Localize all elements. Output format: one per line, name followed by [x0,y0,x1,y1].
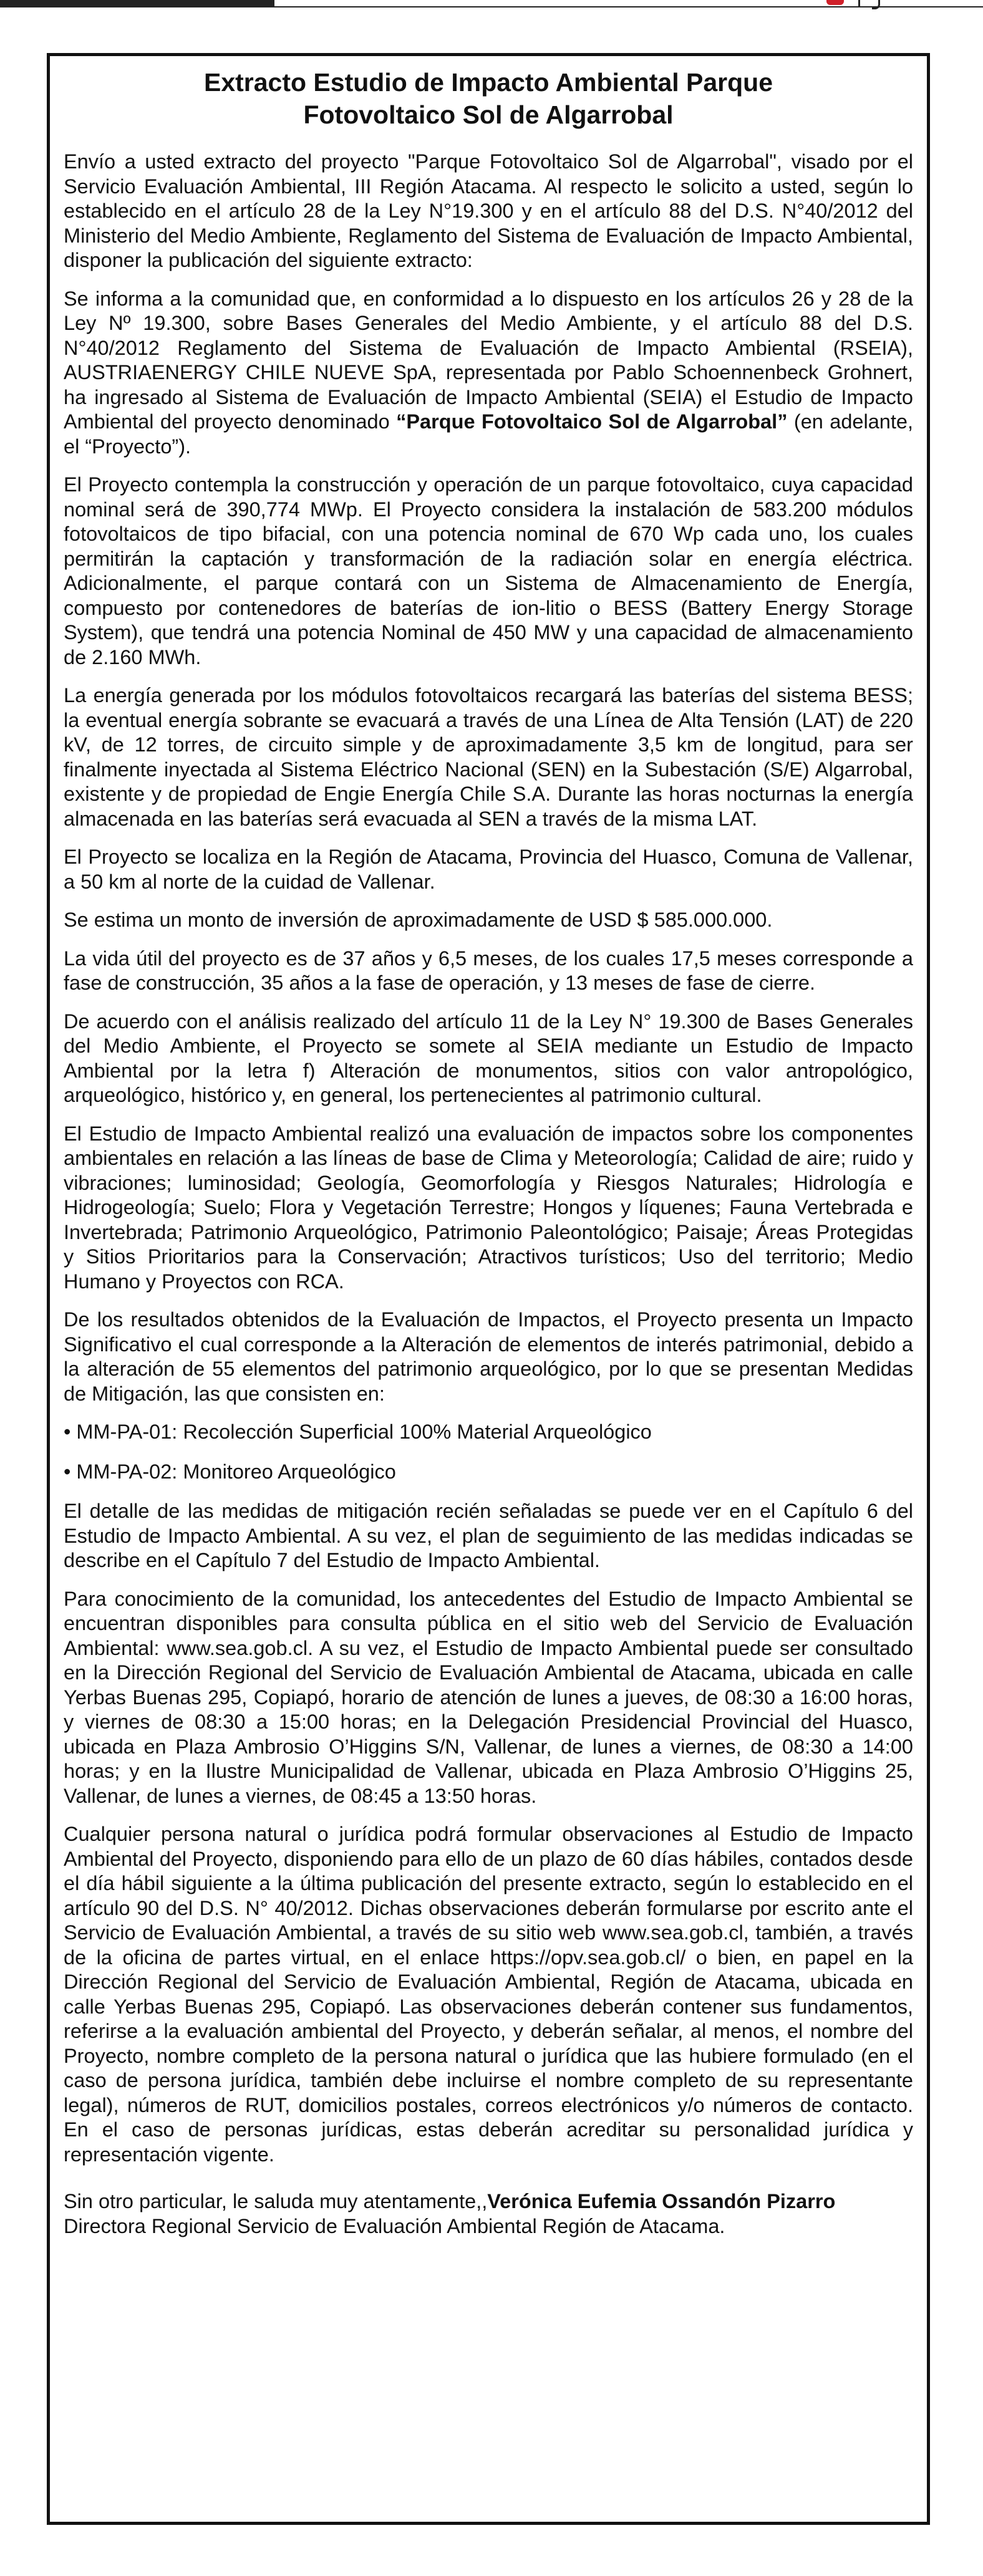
paragraph-community-notice-tail: (en adelante, el “Proyecto”). [64,410,914,458]
paragraph-mitigation-detail: El detalle de las medidas de mitigación recién señaladas se puede ver en el Capítulo 6 del Estudio de Impacto Ambiental. A su vez, el plan de seguimiento de las medidas indicadas se describe en el Capítulo 7 del Estudio de Impacto Ambiental. [64,1500,913,1571]
header-glyph [872,0,880,9]
paragraph-public-consultation: Para conocimiento de la comunidad, los antecedentes del Estudio de Impacto Ambiental se encuentran disponibles para consulta pública en el sitio web del Servicio de Evaluación Ambiental: www.sea.gob.cl. A su vez, el Estudio de Impacto Ambiental puede ser consultado en la Dirección Regional del Servicio de Evaluación Ambiental de Atacama, ubicada en calle Yerbas Buenas 295, Copiapó, horario de atención de lunes a jueves, de 08:30 a 16:00 horas, y viernes de 08:30 a 15:00 horas; en la Delegación Presidencial Provincial del Huasco, ubicada en Plaza Ambrosio O’Higgins S/N, Vallenar, de lunes a viernes, de 08:30 a 14:00 horas; y en la Ilustre Municipalidad de Vallenar, ubicada en Plaza Ambrosio O’Higgins 25, Vallenar, de lunes a viernes, de 08:45 a 13:50 horas. [64,1587,913,1807]
notice-frame [47,53,930,2525]
top-header-strip [0,0,983,9]
closing-text: Sin otro particular, le saluda muy atentamente,, [64,2190,488,2212]
notice-content [64,66,913,2252]
signer-title: Directora Regional Servicio de Evaluación Ambiental Región de Atacama. [64,2214,725,2237]
header-separator [858,0,860,7]
paragraph-legal-basis: De acuerdo con el análisis realizado del artículo 11 de la Ley N° 19.300 de Bases Generales del Medio Ambiente, el Proyecto se somete al SEIA mediante un Estudio de Impacto Ambiental por la letra f) Alteración de monumentos, sitios con valor antropológico, arqueológico, histórico y, en general, los pertenecientes al patrimonio cultural. [64,1010,913,1106]
paragraph-energy-evacuation: La energía generada por los módulos fotovoltaicos recargará las baterías del sistema BESS; la eventual energía sobrante se evacuará a través de una Línea de Alta Tensión (LAT) de 220 kV, de 12 torres, de circuito simple y de aproximadamente 3,5 km de longitud, para ser finalmente inyectada al Sistema Eléctrico Nacional (SEN) en la Subestación (S/E) Algarrobal, existente y de propiedad de Engie Energía Chile S.A. Durante las horas nocturnas la energía almacenada en las baterías será evacuada al SEN a través de la misma LAT. [64,684,913,830]
paragraph-results: De los resultados obtenidos de la Evaluación de Impactos, el Proyecto presenta un Impacto Significativo el cual corresponde a la Alteración de elementos de interés patrimonial, debido a la alteración de 55 elementos del patrimonio arqueológico, por lo que se presentan Medidas de Mitigación, las que consisten en: [64,1308,913,1405]
notice-title [64,66,913,131]
signer-name: Verónica Eufemia Ossandón Pizarro [487,2190,836,2212]
paragraph-impact-evaluation: El Estudio de Impacto Ambiental realizó una evaluación de impactos sobre los componentes ambientales en relación a las líneas de base de Clima y Meteorología; Calidad de aire; ruido y vibraciones; luminosidad; Geología, Geomorfología y Riesgos Naturales; Hidrología e Hidrogeología; Suelo; Flora y Vegetación Terrestre; Hongos y líquenes; Fauna Vertebrada e Invertebrada; Patrimonio Arqueológico, Patrimonio Paleontológico; Paisaje; Áreas Protegidas y Sitios Prioritarios para la Conservación; Atractivos turísticos; Uso del territorio; Medio Humano y Proyectos con RCA. [64,1122,913,1293]
notice-title-line-1: Extracto Estudio de Impacto Ambiental Parque [203,68,773,97]
list-item-mitigation-2: • MM-PA-02: Monitoreo Arqueológico [64,1460,396,1483]
paragraph-community-notice-text: Se informa a la comunidad que, en conformidad a lo dispuesto en los artículos 26 y 28 de la Ley Nº 19.300, sobre Bases Generales del Medio Ambiente, y el artículo 88 del D.S. N°40/2012 Reglamento del Sistema de Evaluación de Impacto Ambiental (RSEIA), AUSTRIAENERGY CHILE NUEVE SpA, representada por Pablo Schoennenbeck Grohnert, ha ingresado al Sistema de Evaluación de Impacto Ambiental (SEIA) el Estudio de Impacto Ambiental del proyecto denominado [64,287,913,433]
paragraph-observations: Cualquier persona natural o jurídica podrá formular observaciones al Estudio de Impacto Ambiental del Proyecto, disponiendo para ello de un plazo de 60 días hábiles, contados desde el día hábil siguiente a la última publicación del presente extracto, según lo establecido en el artículo 90 del D.S. N° 40/2012. Dichas observaciones deberán formularse por escrito ante el Servicio de Evaluación Ambiental, a través de su sitio web www.sea.gob.cl, también, a través de la oficina de partes virtual, en el enlace https://opv.sea.gob.cl/ o bien, en papel en la Dirección Regional del Servicio de Evaluación Ambiental, Región de Atacama, ubicada en calle Yerbas Buenas 295, Copiapó. Las observaciones deberán contener sus fundamentos, referirse a la evaluación ambiental del Proyecto, y deberán señalar, al menos, el nombre del Proyecto, nombre completo de la persona natural o jurídica que las hubiere formulado (en el caso de persona jurídica, también debe incluirse el nombre completo de su representante legal), números de RUT, domicilios postales, correos electrónicos y/o números de contacto. En el caso de personas jurídicas, estas deberán acreditar su personalidad jurídica y representación vigente. [64,1823,913,2166]
paragraph-investment: Se estima un monto de inversión de aproximadamente de USD $ 585.000.000. [64,909,773,931]
paragraph-intro: Envío a usted extracto del proyecto "Parque Fotovoltaico Sol de Algarrobal", visado por el Servicio Evaluación Ambiental, III Región Atacama. Al respecto le solicito a usted, según lo establecido en el artículo 28 de la Ley N°19.300 y en el artículo 88 del D.S. N°40/2012 del Ministerio del Medio Ambiente, Reglamento del Sistema de Evaluación de Impacto Ambiental, disponer la publicación del siguiente extracto: [64,150,913,271]
paragraph-project-description: El Proyecto contempla la construcción y operación de un parque fotovoltaico, cuya capacidad nominal será de 390,774 MWp. El Proyecto considera la instalación de 583.200 módulos fotovoltaicos de tipo bifacial, con una potencia nominal de 670 Wp cada uno, los cuales permitirán la captación y transformación de la radiación solar en energía eléctrica. Adicionalmente, el parque contará con un Sistema de Almacenamiento de Energía, compuesto por contenedores de baterías de ion-litio o BESS (Battery Energy Storage System), que tendrá una potencia Nominal de 450 MW y una capacidad de almacenamiento de 2.160 MWh. [64,473,913,668]
paragraph-community-notice [64,287,913,460]
header-dark-band [0,0,274,7]
signature-block [64,2189,913,2239]
header-logo-mark [826,0,844,5]
paragraph-lifetime: La vida útil del proyecto es de 37 años y 6,5 meses, de los cuales 17,5 meses corresponde a fase de construcción, 35 años a la fase de operación, y 13 meses de fase de cierre. [64,947,913,994]
project-name-bold: “Parque Fotovoltaico Sol de Algarrobal” [396,410,788,433]
list-item-mitigation-1: • MM-PA-01: Recolección Superficial 100% Material Arqueológico [64,1421,652,1443]
paragraph-location: El Proyecto se localiza en la Región de Atacama, Provincia del Huasco, Comuna de Vallenar, a 50 km al norte de la cuidad de Vallenar. [64,846,913,893]
notice-title-line-2: Fotovoltaico Sol de Algarrobal [303,100,674,129]
